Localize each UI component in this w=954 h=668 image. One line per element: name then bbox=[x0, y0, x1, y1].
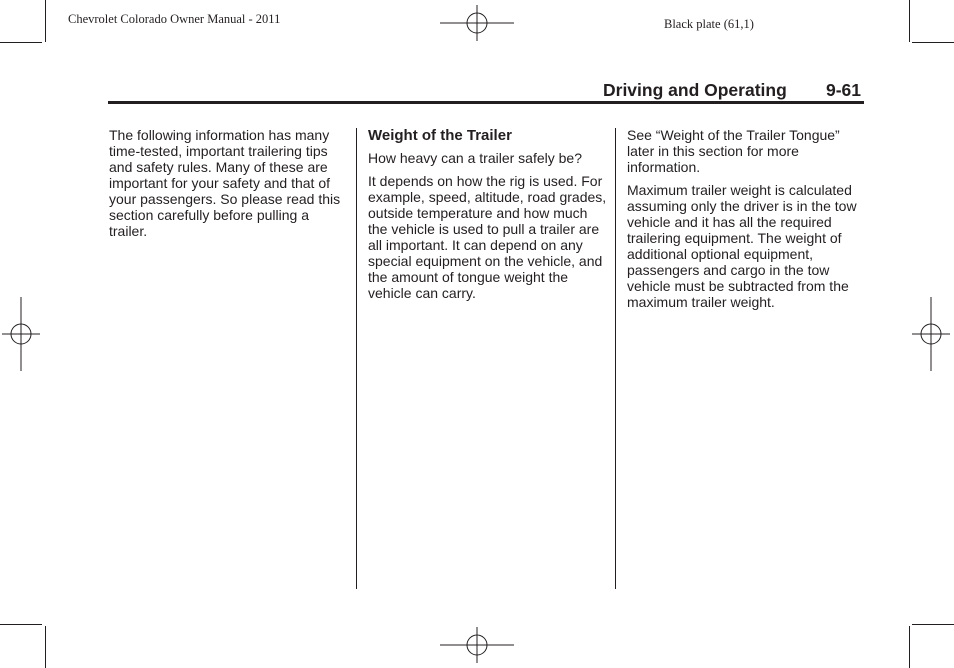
trailer-weight-heading: Weight of the Trailer bbox=[368, 127, 512, 144]
column-middle bbox=[368, 127, 608, 308]
column-right bbox=[627, 127, 867, 317]
heading-rule bbox=[108, 101, 864, 104]
registration-mark-bottom-icon bbox=[440, 627, 514, 663]
middle-paragraph-answer: It depends on how the rig is used. For example, speed, altitude, road grades, outside temperature and how much the vehicle is used to pull a trailer are all important. It can depend on any special equipment on the vehicle, and the amount of tongue weight the vehicle can carry. bbox=[368, 173, 607, 301]
crop-mark-top-left-horizontal bbox=[0, 42, 42, 43]
page-number: 9-61 bbox=[826, 80, 862, 100]
registration-mark-right-icon bbox=[912, 297, 950, 371]
crop-mark-bottom-left-horizontal bbox=[0, 624, 42, 625]
column-divider-right bbox=[615, 128, 616, 589]
registration-mark-left-icon bbox=[2, 297, 40, 371]
column-left bbox=[109, 127, 349, 246]
column-divider-left bbox=[356, 128, 357, 589]
crop-mark-bottom-right-horizontal bbox=[912, 624, 954, 625]
right-paragraph-reference: See “Weight of the Trailer Tongue” later in this section for more information. bbox=[627, 127, 840, 175]
left-paragraph: The following information has many time-tested, important trailering tips and safety rules. Many of these are important for your safety and that of your passengers. So please read this section carefully before pulling a trailer. bbox=[109, 127, 341, 239]
crop-mark-bottom-right-vertical bbox=[909, 626, 910, 668]
registration-mark-top-icon bbox=[440, 5, 514, 41]
crop-mark-top-right-horizontal bbox=[912, 42, 954, 43]
section-title: Driving and Operating bbox=[603, 80, 787, 100]
plate-label: Black plate (61,1) bbox=[664, 17, 754, 31]
crop-mark-top-right-vertical bbox=[909, 0, 910, 42]
crop-mark-top-left-vertical bbox=[45, 0, 46, 42]
middle-paragraph-question: How heavy can a trailer safely be? bbox=[368, 150, 582, 166]
right-paragraph-max-weight: Maximum trailer weight is calculated assuming only the driver is in the tow vehicle and it has all the required trailering equipment. The weight of additional optional equipment, passengers and cargo in the tow vehicle must be subtracted from the maximum trailer weight. bbox=[627, 182, 857, 310]
crop-mark-bottom-left-vertical bbox=[45, 626, 46, 668]
manual-title: Chevrolet Colorado Owner Manual - 2011 bbox=[68, 12, 281, 26]
